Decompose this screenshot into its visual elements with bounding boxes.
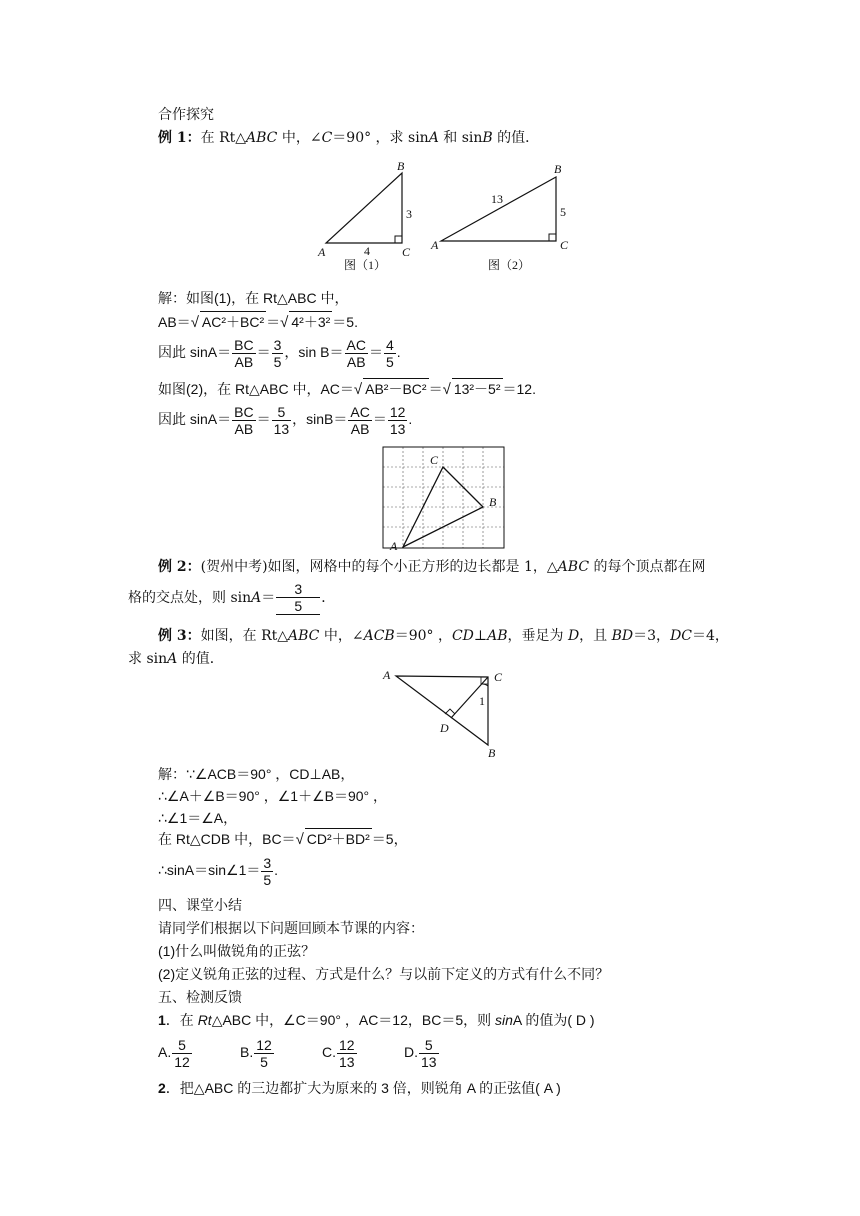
solution3-line2: ∴∠A＋∠B＝90° ，∠1＋∠B＝90° ， (158, 788, 388, 804)
fig1-vertex-c: C (402, 245, 411, 259)
feedback-q1-options (158, 1034, 486, 1070)
fig1-caption: 图（1） (344, 258, 387, 272)
example3-line2: 求 sinA 的值． (128, 651, 224, 667)
fig2-side-ab: 13 (491, 192, 503, 206)
right-angle-mark (549, 234, 556, 241)
example3-line1: 例 3：如图，在 Rt△ABC 中，∠ACB＝90° ，CD⊥AB，垂足为 D，且 BD＝3，DC＝4， (158, 628, 729, 644)
solution3-line1: 解：∵∠ACB＝90° ，CD⊥AB， (158, 766, 355, 782)
right-angle-mark (395, 236, 402, 243)
fig3-vertex-d: D (440, 721, 449, 735)
solution3-line5: ∴sinA＝sin∠1＝ $\frac{3}{5}$ . (158, 854, 279, 888)
feedback-title: 五、检测反馈 (158, 989, 242, 1005)
figure-1 (310, 155, 430, 275)
example2-label: 例 2： (158, 559, 201, 575)
option-a: A. $\frac{5}{12}$ (158, 1036, 190, 1070)
summary-q1: (1)什么叫做锐角的正弦？ (158, 943, 316, 959)
fig3-vertex-c: C (494, 670, 503, 684)
fig3-vertex-a: A (383, 668, 391, 682)
option-d: D. $\frac{5}{13}$ (404, 1036, 437, 1070)
triangle-2 (441, 177, 556, 241)
fig3-vertex-b: B (488, 746, 496, 760)
summary-q2: (2)定义锐角正弦的过程、方式是什么？与以前下定义的方式有什么不同？ (158, 966, 610, 982)
fig2-caption: 图（2） (488, 258, 531, 272)
grid-vertex-b: B (489, 495, 497, 509)
fig1-vertex-a: A (318, 245, 326, 259)
fig1-side-ac: 4 (364, 244, 370, 258)
figure-3 (378, 665, 518, 765)
solution1-line3: 因此 sinA＝ $\frac{BC}{AB}$ ＝ $\frac{3}{5}$ ，sin B＝ $\frac{AC}{AB}$ ＝ $\frac{4}{5}$ . (158, 336, 401, 370)
feedback-q1: 1．在 Rt△ABC 中，∠C＝90° ，AC＝12，BC＝5，则 sinA 的值为( D ) (158, 1012, 595, 1028)
example3-label: 例 3： (158, 628, 201, 644)
grid-figure (378, 442, 510, 554)
fig2-vertex-b: B (554, 162, 562, 176)
summary-intro: 请同学们根据以下问题回顾本节课的内容： (158, 920, 424, 936)
feedback-q2: 2．把△ABC 的三边都扩大为原来的 3 倍，则锐角 A 的正弦值( A ) (158, 1080, 561, 1096)
example1-text: 例 1：在 Rt△ABC 中，∠C＝90° ，求 sinA 和 sinB 的值． (158, 130, 540, 146)
example2-line1: 例 2：(贺州中考)如图，网格中的每个小正方形的边长都是 1，△ABC 的每个顶点都在网 (158, 559, 706, 575)
example2-answer: $\frac{3}{5}$ (276, 581, 320, 615)
solution3-line3: ∴∠1＝∠A， (158, 810, 238, 826)
fig2-vertex-c: C (560, 238, 569, 252)
solution1-line2: AB＝√ AC²＋BC² ＝√ 4²＋3² ＝5. (158, 311, 358, 333)
solution3-line4: 在 Rt△CDB 中，BC＝√ CD²＋BD² ＝5， (158, 828, 408, 850)
figure-2 (425, 155, 585, 275)
example2-line2: 格的交点处，则 sinA＝ $\frac{3}{5}$ ． (128, 581, 336, 614)
fig3-angle-label: 1 (479, 694, 485, 708)
option-b: B. $\frac{12}{5}$ (240, 1036, 272, 1070)
grid-border (383, 447, 504, 548)
solution1-line4: 如图(2)，在 Rt△ABC 中，AC＝√ AB²－BC² ＝√ 13²－5² ＝12. (158, 378, 536, 400)
solution1-line1: 解：如图(1)，在 Rt△ABC 中， (158, 290, 349, 306)
fig2-vertex-a: A (431, 238, 439, 252)
fig1-side-bc: 3 (406, 207, 412, 221)
section-title: 合作探究 (158, 106, 214, 122)
grid-vertex-c: C (430, 453, 439, 467)
grid-vertex-a: A (390, 539, 398, 553)
fig1-vertex-b: B (397, 159, 405, 173)
solution1-line5: 因此 sinA＝ $\frac{BC}{AB}$ ＝ $\frac{5}{13}$ ，sinB＝ $\frac{AC}{AB}$ ＝ $\frac{12}{13}$ . (158, 403, 413, 437)
example1-label: 例 1： (158, 130, 201, 146)
triangle-1 (326, 173, 402, 243)
option-c: C. $\frac{12}{13}$ (322, 1036, 355, 1070)
summary-title: 四、课堂小结 (158, 897, 242, 913)
fig2-side-bc: 5 (560, 205, 566, 219)
grid-lines (383, 447, 504, 548)
